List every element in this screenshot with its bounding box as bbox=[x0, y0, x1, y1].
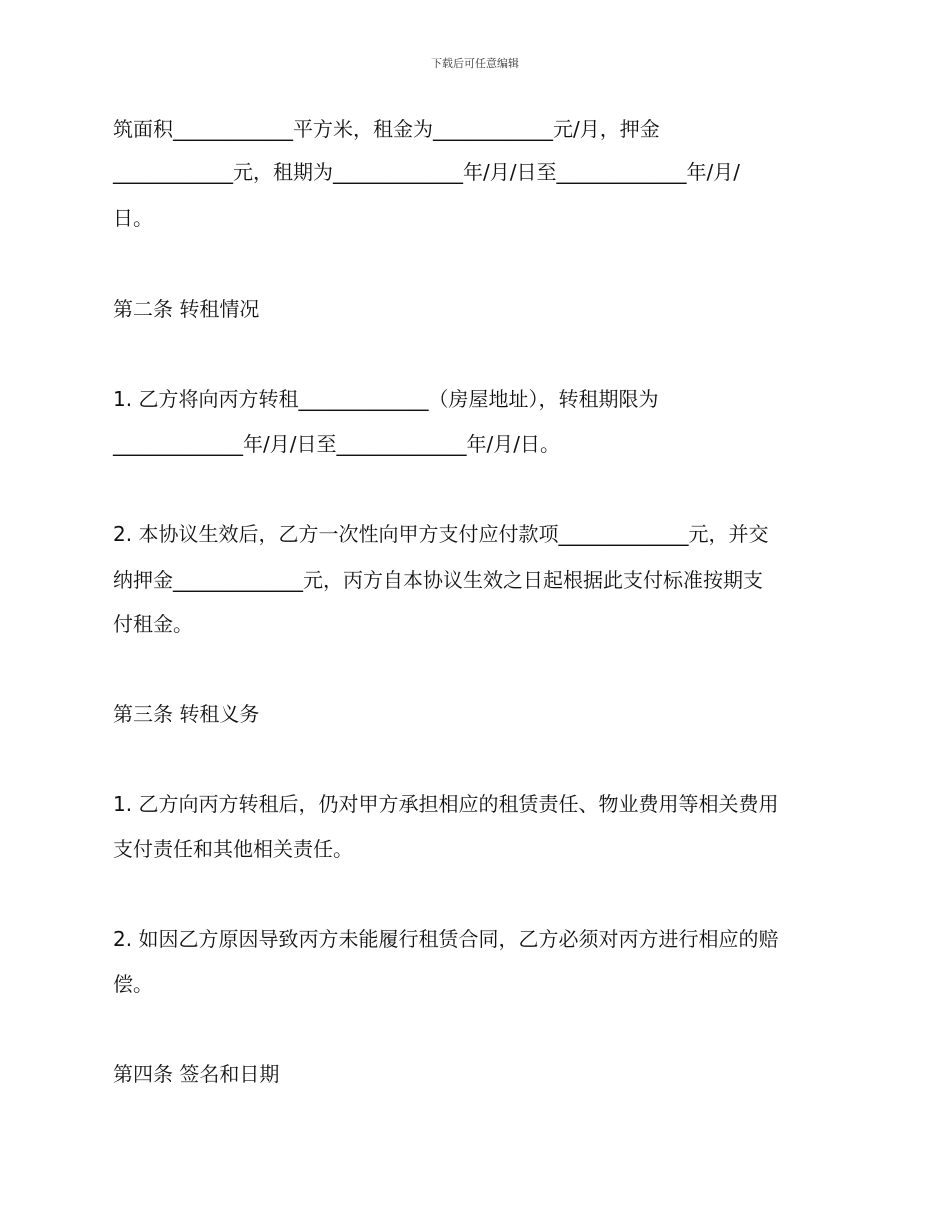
section-heading-2: 第二条 转租情况 bbox=[113, 297, 260, 321]
clause-2-2-line-3: 付租金。 bbox=[113, 612, 193, 636]
clause-3-2-line-2: 偿。 bbox=[113, 972, 153, 996]
deposit-term-line: ____________元，租期为_____________年/月/日至_____________年/月/ bbox=[113, 160, 740, 184]
clause-3-1-line-2: 支付责任和其他相关责任。 bbox=[113, 837, 353, 861]
clause-2-1-line-1: 1. 乙方将向丙方转租_____________（房屋地址），转租期限为 bbox=[113, 387, 659, 411]
clause-2-2-line-2: 纳押金_____________元，丙方自本协议生效之日起根据此支付标准按期支 bbox=[113, 568, 763, 592]
term-end-line: 日。 bbox=[113, 206, 153, 230]
clause-2-1-line-2: _____________年/月/日至_____________年/月/日。 bbox=[113, 432, 560, 456]
section-heading-4: 第四条 签名和日期 bbox=[113, 1062, 280, 1086]
clause-3-2-line-1: 2. 如因乙方原因导致丙方未能履行租赁合同，乙方必须对丙方进行相应的赔 bbox=[113, 927, 779, 951]
clause-2-2-line-1: 2. 本协议生效后，乙方一次性向甲方支付应付款项_____________元，并交 bbox=[113, 522, 769, 546]
page-header-note: 下载后可任意编辑 bbox=[431, 57, 519, 70]
rental-area-line: 筑面积____________平方米，租金为____________元/月，押金 bbox=[113, 117, 660, 141]
clause-3-1-line-1: 1. 乙方向丙方转租后，仍对甲方承担相应的租赁责任、物业费用等相关费用 bbox=[113, 792, 779, 816]
section-heading-3: 第三条 转租义务 bbox=[113, 702, 260, 726]
